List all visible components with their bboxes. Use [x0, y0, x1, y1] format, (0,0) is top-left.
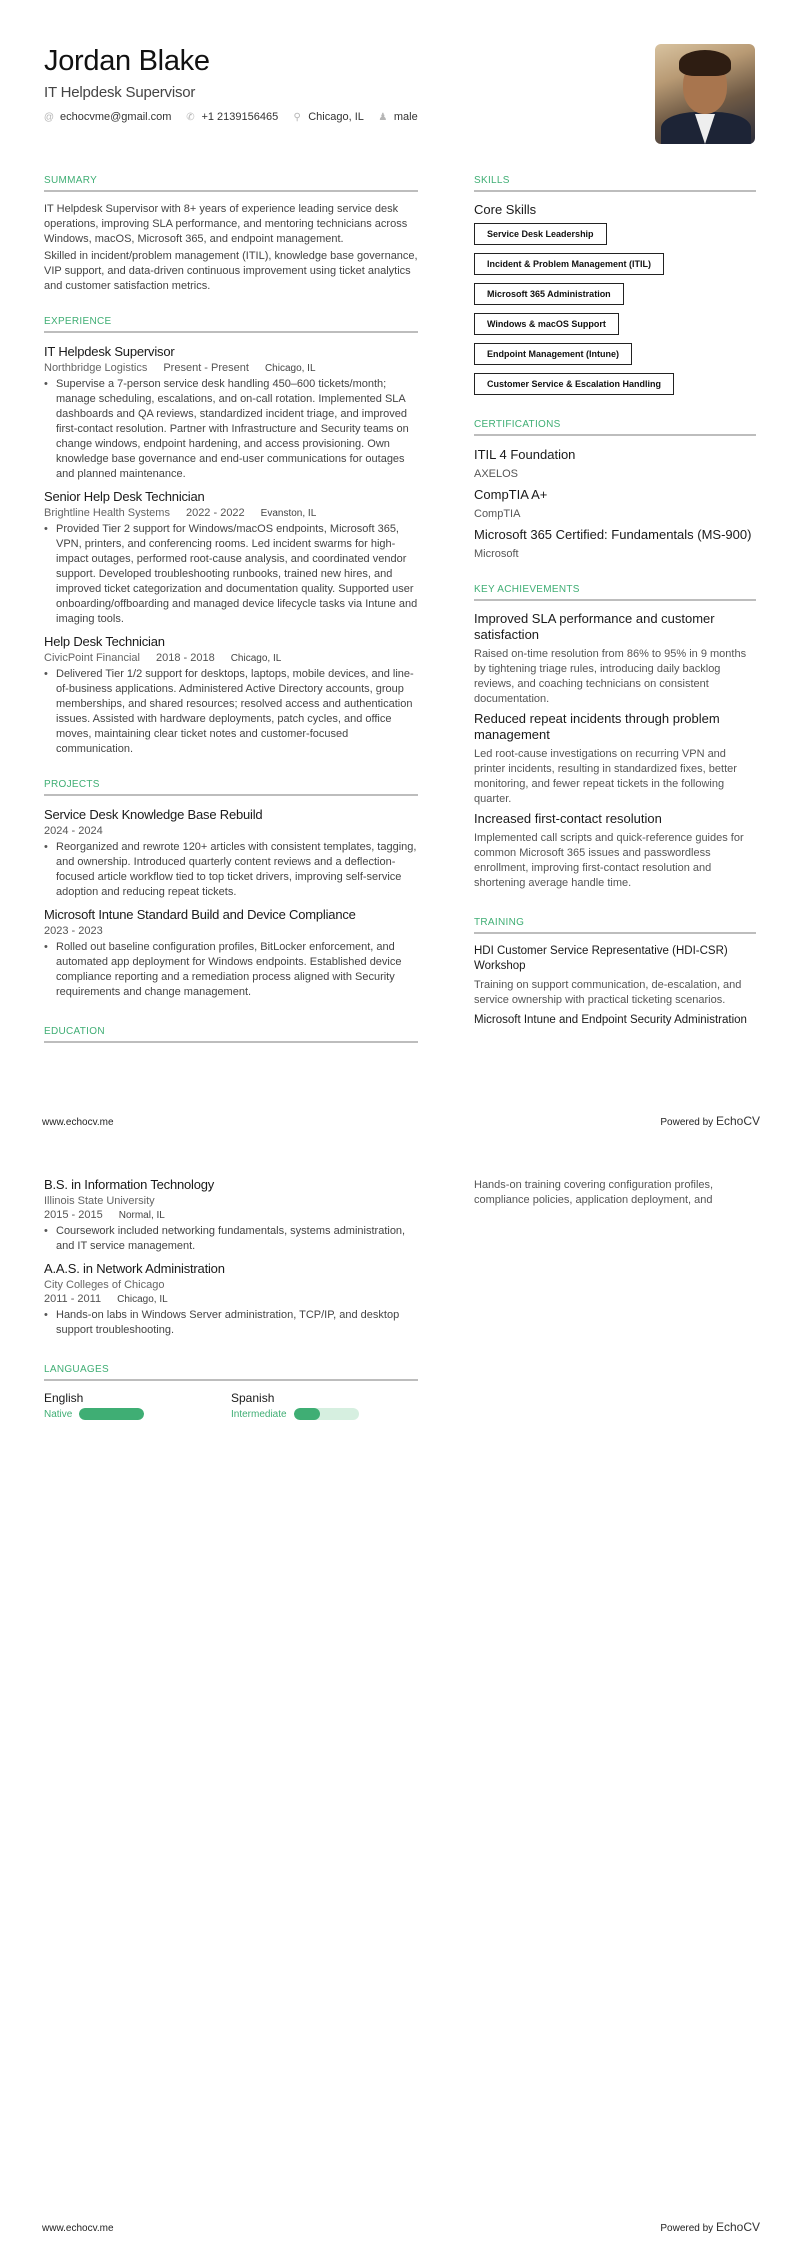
experience-entry — [44, 488, 418, 627]
summary-section — [44, 175, 418, 294]
languages-section — [44, 1364, 418, 1420]
job-location: Chicago, IL — [264, 363, 316, 374]
at-icon: @ — [43, 111, 55, 123]
bullet-dot-icon: • — [44, 1309, 48, 1321]
bullet-text: Supervise a 7-person service desk handling 450–600 tickets/month; manage scheduling, escalations, and on-call rotation. Implemented SLA dashboards and QA reviews, standardized incident triage, and improved first-contact resolution. Partner with Infrastructure and Security teams on change windows, endpoint hardening, and access provisioning. Own knowledge base governance and end-user communications for outages and planned maintenance. — [56, 378, 409, 480]
cert-issuer: CompTIA — [474, 508, 521, 520]
language-level-row — [231, 1408, 418, 1420]
powered-by-text: Powered by — [660, 1117, 714, 1128]
education-section-heading-wrap — [44, 1026, 418, 1043]
skill-group-title: Core Skills — [474, 202, 537, 217]
school: Illinois State University — [44, 1195, 155, 1207]
skill-chip: Service Desk Leadership — [474, 223, 607, 245]
skill-chip: Windows & macOS Support — [474, 313, 619, 335]
job-location: Chicago, IL — [230, 653, 282, 664]
education-entry — [44, 1176, 418, 1254]
phone-text: +1 2139156465 — [201, 111, 279, 123]
training-title: HDI Customer Service Representative (HDI-CSR) Workshop — [474, 945, 728, 972]
echocv-brand-link[interactable]: EchoCV — [715, 2220, 760, 2234]
bullet-text: Provided Tier 2 support for Windows/macOS endpoints, Microsoft 365, VPN, printers, and conferencing rooms. Led incident swarms for high-impact outages, performed root-cause analysis, and coordinated vendor support. Developed troubleshooting runbooks, trained new hires, and improved ticket categorization and documentation quality. Supported user onboarding/offboarding and managed device lifecycle tasks via Intune and imaging tools. — [56, 523, 418, 625]
job-dates: 2022 - 2022 — [185, 507, 245, 519]
edu-location: Chicago, IL — [117, 1294, 168, 1305]
footer-powered — [660, 1114, 760, 1128]
training-desc: Hands-on training covering configuration profiles, compliance policies, application deployment, and — [474, 1179, 714, 1206]
project-title: Microsoft Intune Standard Build and Device Compliance — [44, 907, 356, 922]
section-heading-summary: SUMMARY — [44, 175, 418, 192]
resume-page-2 — [0, 1140, 794, 2246]
language-proficiency-fill — [294, 1408, 320, 1420]
job-meta — [44, 507, 418, 519]
project-dates — [44, 825, 418, 837]
bullet-text: Delivered Tier 1/2 support for desktops, laptops, mobile devices, and line-of-business applications. Administered Active Directory accounts, group memberships, and shared resources; resolved access and authentication issues. Assisted with hardware deployments, patch cycles, and office moves, maintaining clear ticket notes and customer-focused communication. — [56, 668, 414, 755]
summary-paragraph-1: IT Helpdesk Supervisor with 8+ years of experience leading service desk operations, improving SLA performance, and mentoring technicians across Windows, macOS, Microsoft 365, and endpoint management. — [44, 203, 408, 245]
job-meta — [44, 362, 418, 374]
left-column — [44, 175, 418, 1053]
company: CivicPoint Financial — [44, 652, 140, 664]
edu-meta — [44, 1293, 418, 1305]
footer-site-link[interactable]: www.echocv.me — [42, 2223, 114, 2234]
location-pin-icon: ⚲ — [293, 111, 301, 123]
certifications-section — [474, 419, 756, 562]
language-proficiency-bar — [294, 1408, 359, 1420]
training-title: Microsoft Intune and Endpoint Security Administration — [474, 1014, 747, 1026]
experience-entry — [44, 633, 418, 757]
edu-location: Normal, IL — [118, 1210, 165, 1221]
language-proficiency-fill — [79, 1408, 144, 1420]
education-section — [44, 1176, 418, 1338]
project-bullet — [44, 940, 418, 1000]
project-dates — [44, 925, 418, 937]
language-list — [44, 1391, 418, 1420]
bullet-dot-icon: • — [44, 1225, 48, 1237]
bullet-text: Reorganized and rewrote 120+ articles with consistent templates, tagging, and ownership. Introduced quarterly content reviews and a deflection-focused article workflow tied to top ticket drivers, improving self-service adoption and reducing repeat tickets. — [56, 841, 417, 898]
project-title: Service Desk Knowledge Base Rebuild — [44, 807, 263, 822]
edu-bullet — [44, 1224, 418, 1254]
degree: A.A.S. in Network Administration — [44, 1261, 225, 1276]
language-level: Intermediate — [231, 1408, 287, 1420]
edu-dates: 2015 - 2015 — [44, 1209, 103, 1221]
section-heading-training: TRAINING — [474, 917, 756, 934]
skill-chip-list — [474, 223, 756, 403]
edu-dates: 2011 - 2011 — [44, 1293, 102, 1305]
skill-chip: Endpoint Management (Intune) — [474, 343, 632, 365]
right-column-continued — [474, 1174, 756, 1208]
achievement-desc: Led root-cause investigations on recurring VPN and printer incidents, resulting in standardized fixes, better monitoring, and fewer repeat tickets in the following quarter. — [474, 748, 737, 805]
experience-section — [44, 316, 418, 757]
section-heading-skills: SKILLS — [474, 175, 756, 192]
job-bullet — [44, 377, 418, 482]
language-proficiency-bar — [79, 1408, 144, 1420]
right-column — [474, 175, 756, 1028]
skills-section — [474, 175, 756, 403]
section-heading-projects: PROJECTS — [44, 779, 418, 796]
job-title: Help Desk Technician — [44, 634, 165, 649]
bullet-dot-icon: • — [44, 378, 48, 390]
section-heading-achievements: KEY ACHIEVEMENTS — [474, 584, 756, 601]
section-heading-education: EDUCATION — [44, 1026, 418, 1043]
education-entry — [44, 1260, 418, 1338]
achievements-section — [474, 584, 756, 891]
footer-powered — [660, 2220, 760, 2234]
achievement-desc: Implemented call scripts and quick-reference guides for common Microsoft 365 issues and passwordless enrollment, improving first-contact resolution and shortening average handle time. — [474, 832, 744, 889]
contact-email[interactable] — [44, 111, 171, 123]
training-desc: Training on support communication, de-escalation, and service ownership with practical ticketing scenarios. — [474, 979, 742, 1006]
cert-name: CompTIA A+ — [474, 487, 548, 502]
projects-section — [44, 779, 418, 1000]
company: Northbridge Logistics — [44, 362, 148, 374]
language-level: Native — [44, 1408, 73, 1420]
echocv-brand-link[interactable]: EchoCV — [715, 1114, 760, 1128]
project-dates-text: 2023 - 2023 — [44, 925, 103, 937]
contact-location — [292, 111, 364, 123]
profile-photo — [655, 44, 755, 144]
cert-issuer: Microsoft — [474, 548, 519, 560]
person-icon: ♟ — [378, 111, 388, 123]
job-bullet — [44, 522, 418, 627]
language-name: English — [44, 1391, 84, 1405]
job-title: IT Helpdesk Supervisor — [44, 344, 175, 359]
phone-icon: ✆ — [186, 111, 195, 123]
project-bullet — [44, 840, 418, 900]
bullet-text: Hands-on labs in Windows Server administration, TCP/IP, and desktop support troubleshooting. — [56, 1309, 400, 1336]
school-line — [44, 1195, 418, 1207]
job-bullet — [44, 667, 418, 757]
summary-paragraph-2: Skilled in incident/problem management (ITIL), knowledge base governance, VIP support, and data-driven continuous improvement using ticket analytics and customer satisfaction metrics. — [44, 250, 418, 292]
achievement-desc: Raised on-time resolution from 86% to 95% in 9 months by tightening triage rules, introducing daily backlog reviews, and coaching technicians on consistent documentation. — [474, 648, 747, 705]
bullet-text: Coursework included networking fundamentals, systems administration, and IT service management. — [56, 1225, 406, 1252]
company: Brightline Health Systems — [44, 507, 170, 519]
achievement-title: Improved SLA performance and customer satisfaction — [474, 611, 715, 642]
bullet-dot-icon: • — [44, 523, 48, 535]
school: City Colleges of Chicago — [44, 1279, 165, 1291]
training-section — [474, 917, 756, 1028]
skill-chip: Incident & Problem Management (ITIL) — [474, 253, 664, 275]
cert-issuer: AXELOS — [474, 468, 519, 480]
project-entry — [44, 906, 418, 1000]
candidate-title: IT Helpdesk Supervisor — [44, 84, 196, 101]
language-item — [44, 1391, 231, 1420]
project-dates-text: 2024 - 2024 — [44, 825, 103, 837]
job-meta — [44, 652, 418, 664]
edu-bullet — [44, 1308, 418, 1338]
section-heading-certifications: CERTIFICATIONS — [474, 419, 756, 436]
page-footer — [42, 2220, 760, 2234]
bullet-dot-icon: • — [44, 941, 48, 953]
skill-chip: Microsoft 365 Administration — [474, 283, 624, 305]
section-heading-experience: EXPERIENCE — [44, 316, 418, 333]
bullet-text: Rolled out baseline configuration profiles, BitLocker enforcement, and automated app deployment for Windows endpoints. Established device compliance reporting and a remediation process aligned with Security requirements and change management. — [56, 941, 402, 998]
edu-meta — [44, 1209, 418, 1221]
job-title: Senior Help Desk Technician — [44, 489, 205, 504]
resume-header — [44, 44, 644, 123]
contact-phone[interactable] — [185, 111, 278, 123]
location-text: Chicago, IL — [308, 111, 364, 123]
skill-chip: Customer Service & Escalation Handling — [474, 373, 674, 395]
contact-list — [44, 111, 644, 123]
bullet-dot-icon: • — [44, 841, 48, 853]
candidate-name: Jordan Blake — [44, 45, 210, 77]
footer-site-link[interactable]: www.echocv.me — [42, 1117, 114, 1128]
left-column-continued — [44, 1176, 418, 1420]
language-level-row — [44, 1408, 231, 1420]
project-entry — [44, 806, 418, 900]
achievement-title: Increased first-contact resolution — [474, 811, 662, 826]
cert-name: Microsoft 365 Certified: Fundamentals (MS-900) — [474, 527, 752, 542]
experience-entry — [44, 343, 418, 482]
photo-hair — [679, 50, 731, 76]
cert-name: ITIL 4 Foundation — [474, 447, 576, 462]
job-dates: 2018 - 2018 — [155, 652, 215, 664]
language-item — [231, 1391, 418, 1420]
achievement-title: Reduced repeat incidents through problem management — [474, 711, 720, 742]
degree: B.S. in Information Technology — [44, 1177, 215, 1192]
bullet-dot-icon: • — [44, 668, 48, 680]
language-name: Spanish — [231, 1391, 275, 1405]
gender-text: male — [393, 111, 418, 123]
job-location: Evanston, IL — [260, 508, 317, 519]
contact-gender — [378, 111, 418, 123]
section-heading-languages: LANGUAGES — [44, 1364, 418, 1381]
email-text: echocvme@gmail.com — [60, 111, 172, 123]
powered-by-text: Powered by — [660, 2223, 714, 2234]
page-footer — [42, 1114, 760, 1128]
job-dates: Present - Present — [163, 362, 249, 374]
school-line — [44, 1279, 418, 1291]
